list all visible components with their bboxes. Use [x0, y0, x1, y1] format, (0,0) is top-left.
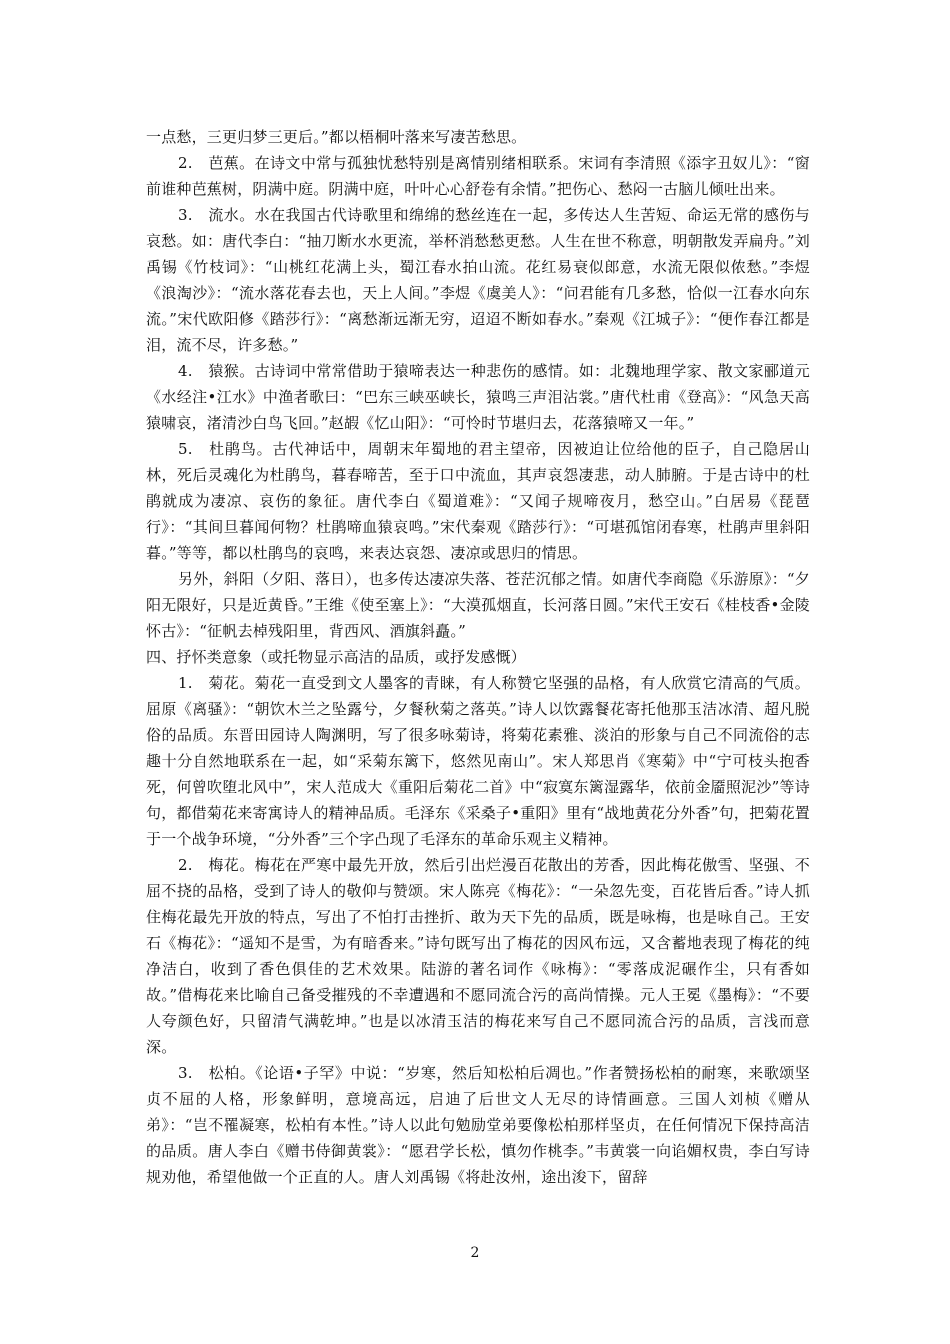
paragraph-chrysanthemum: 1. 菊花。菊花一直受到文人墨客的青睐，有人称赞它坚强的品格，有人欣赏它清高的气质。屈原《离骚》：“朝饮木兰之坠露兮，夕餐秋菊之落英。”诗人以饮露餐花寄托他那玉洁冰清、超凡脱俗的品质。东晋田园诗人陶渊明，写了很多咏菊诗，将菊花素雅、淡泊的形象与自己不同流俗的志趣十分自然地联系在一起，如“采菊东篱下，悠然见南山”。宋人郑思肖《寒菊》中“宁可枝头抱香死，何曾吹堕北风中”，宋人范成大《重阳后菊花二首》中“寂寞东篱湿露华，依前金靥照泥沙”等诗句，都借菊花来寄寓诗人的精神品质。毛泽东《采桑子•重阳》里有“战地黄花分外香”句，把菊花置于一个战争环境，“分外香”三个字凸现了毛泽东的革命乐观主义精神。 [146, 674, 810, 848]
paragraph-plum-blossom: 2. 梅花。梅花在严寒中最先开放，然后引出烂漫百花散出的芳香，因此梅花傲雪、坚强、不屈不挠的品格，受到了诗人的敬仰与赞颂。宋人陈亮《梅花》：“一朵忽先变，百花皆后香。”诗人抓住梅花最先开放的特点，写出了不怕打击挫折、敢为天下先的品质，既是咏梅，也是咏自己。王安石《梅花》：“遥知不是雪，为有暗香来。”诗句既写出了梅花的因风布远，又含蓄地表现了梅花的纯净洁白，收到了香色俱佳的艺术效果。陆游的著名词作《咏梅》：“零落成泥碾作尘，只有香如故。”借梅花来比喻自己备受摧残的不幸遭遇和不愿同流合污的高尚情操。元人王冕《墨梅》：“不要人夸颜色好，只留清气满乾坤。”也是以冰清玉洁的梅花来写自己不愿同流合污的品质，言浅而意深。 [146, 856, 810, 1056]
page-number: 2 [470, 1245, 480, 1261]
paragraph-cuckoo: 5. 杜鹃鸟。古代神话中，周朝末年蜀地的君主望帝，因被迫让位给他的臣子，自己隐居山林，死后灵魂化为杜鹃鸟，暮春啼苦，至于口中流血，其声哀怨凄悲，动人肺腑。于是古诗中的杜鹃就成为凄凉、哀伤的象征。唐代李白《蜀道难》：“又闻子规啼夜月，愁空山。”白居易《琵琶行》：“其间旦暮闻何物？杜鹃啼血猿哀鸣。”宋代秦观《踏莎行》：“可堪孤馆闭春寒，杜鹃声里斜阳暮。”等等，都以杜鹃鸟的哀鸣，来表达哀怨、凄凉或思归的情思。 [146, 440, 810, 562]
body-text [146, 124, 810, 1190]
paragraph-ape: 4. 猿猴。古诗词中常常借助于猿啼表达一种悲伤的感情。如：北魏地理学家、散文家郦道元《水经注•江水》中渔者歌曰：“巴东三峡巫峡长，猿鸣三声泪沾裳。”唐代杜甫《登高》：“风急天高猿啸哀，渚清沙白鸟飞回。”赵嘏《忆山阳》：“可怜时节堪归去，花落猿啼又一年。” [146, 362, 810, 432]
section-heading-4: 四、抒怀类意象（或托物显示高洁的品质，或抒发感慨） [146, 648, 527, 666]
paragraph-flowing-water: 3. 流水。水在我国古代诗歌里和绵绵的愁丝连在一起，多传达人生苦短、命运无常的感伤与哀愁。如：唐代李白：“抽刀断水水更流，举杯消愁愁更愁。人生在世不称意，明朝散发弄扁舟。”刘禹锡《竹枝词》：“山桃红花满上头，蜀江春水拍山流。花红易衰似郎意，水流无限似侬愁。”李煜《浪淘沙》：“流水落花春去也，天上人间。”李煜《虞美人》：“问君能有几多愁，恰似一江春水向东流。”宋代欧阳修《踏莎行》：“离愁渐远渐无穷，迢迢不断如春水。”秦观《江城子》：“便作春江都是泪，流不尽，许多愁。” [146, 206, 810, 354]
paragraph-continuation: 一点愁，三更归梦三更后。”都以梧桐叶落来写凄苦愁思。 [146, 128, 527, 146]
paragraph-pine-cypress: 3. 松柏。《论语•子罕》中说：“岁寒，然后知松柏后凋也。”作者赞扬松柏的耐寒，来歌颂坚贞不屈的人格，形象鲜明，意境高远，启迪了后世文人无尽的诗情画意。三国人刘桢《赠从弟》：“岂不罹凝寒，松柏有本性。”诗人以此句勉励堂弟要像松柏那样坚贞，在任何情况下保持高洁的品质。唐人李白《赠书侍御黄裳》：“愿君学长松，慎勿作桃李。”韦黄裳一向谄媚权贵，李白写诗规劝他，希望他做一个正直的人。唐人刘禹锡《将赴汝州，途出浚下，留辞 [146, 1064, 810, 1186]
paragraph-sunset: 另外，斜阳（夕阳、落日），也多传达凄凉失落、苍茫沉郁之情。如唐代李商隐《乐游原》：“夕阳无限好，只是近黄昏。”王维《使至塞上》：“大漠孤烟直，长河落日圆。”宋代王安石《桂枝香•金陵怀古》：“征帆去棹残阳里，背西风、酒旗斜矗。” [146, 570, 810, 640]
paragraph-banana: 2. 芭蕉。在诗文中常与孤独忧愁特别是离情别绪相联系。宋词有李清照《添字丑奴儿》：“窗前谁种芭蕉树，阴满中庭。阴满中庭，叶叶心心舒卷有余情。”把伤心、愁闷一古脑儿倾吐出来。 [146, 154, 810, 198]
